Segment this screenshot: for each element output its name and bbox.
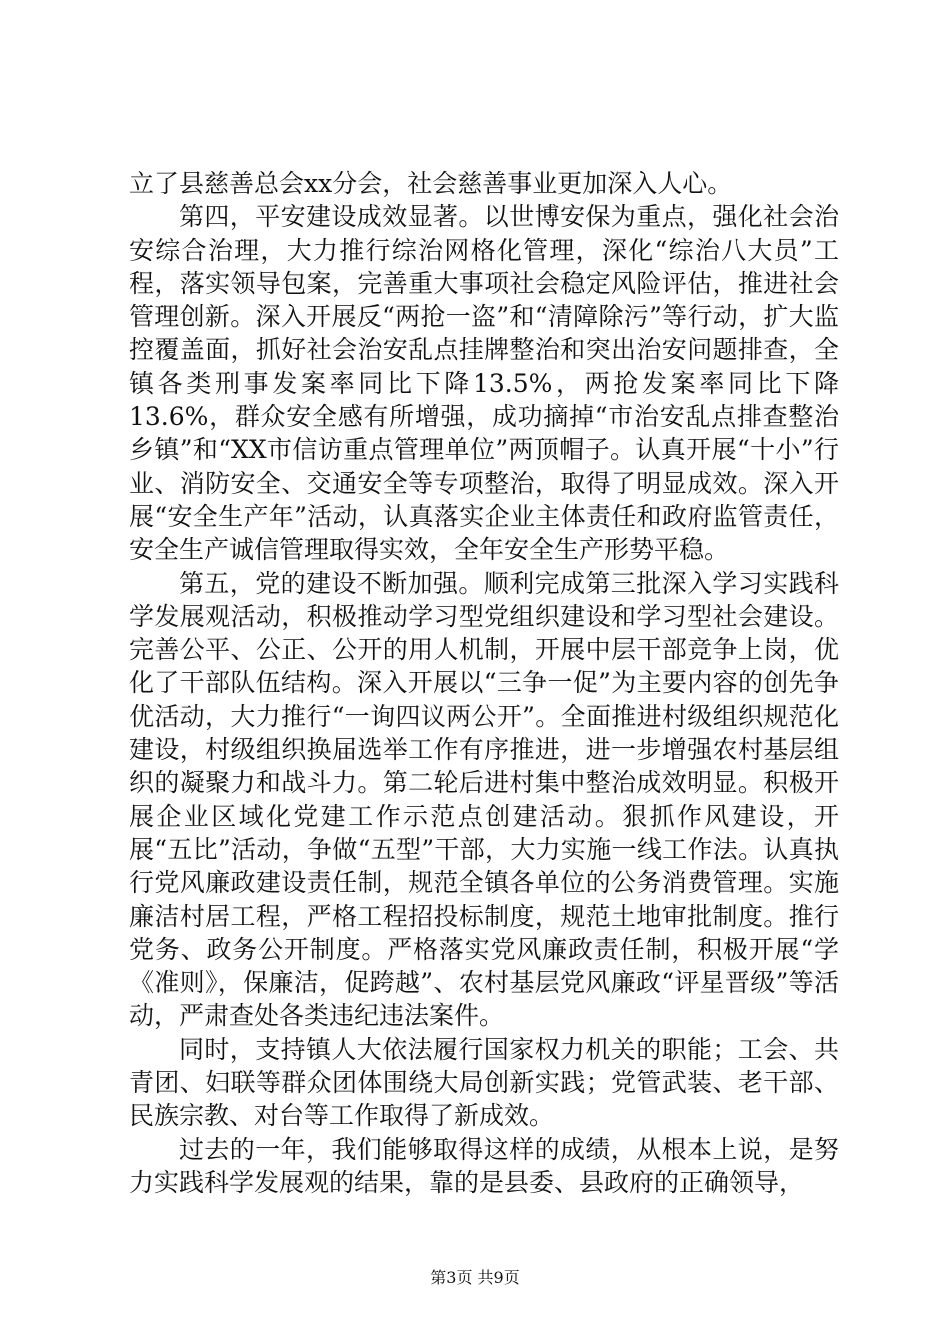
document-body — [129, 167, 839, 1199]
paragraph-continuation: 立了县慈善总会xx分会，社会慈善事业更加深入人心。 — [129, 169, 733, 198]
paragraph-party-building: 第五，党的建设不断加强。顺利完成第三批深入学习实践科学发展观活动，积极推动学习型党组织建设和学习型社会建设。完善公平、公正、公开的用人机制，开展中层干部竞争上岗，优化了干部队伍结构。深入开展以“三争一促”为主要内容的创先争优活动，大力推行“一询四议两公开”。全面推进村级组织规范化建设，村级组织换届选举工作有序推进，进一步增强农村基层组织的凝聚力和战斗力。第二轮后进村集中整治成效明显。积极开展企业区域化党建工作示范点创建活动。狠抓作风建设，开展“五比”活动，争做“五型”干部，大力实施一线工作法。认真执行党风廉政建设责任制，规范全镇各单位的公务消费管理。实施廉洁村居工程，严格工程招投标制度，规范土地审批制度。推行党务、政务公开制度。严格落实党风廉政责任制，积极开展“学《准则》，保廉洁，促跨越”、农村基层党风廉政“评星晋级”等活动，严肃查处各类违纪违法案件。 — [129, 568, 839, 1031]
paragraph-other-work: 同时，支持镇人大依法履行国家权力机关的职能；工会、共青团、妇联等群众团体围绕大局创新实践；党管武装、老干部、民族宗教、对台等工作取得了新成效。 — [129, 1034, 839, 1131]
paragraph-past-year-summary: 过去的一年，我们能够取得这样的成绩，从根本上说，是努力实践科学发展观的结果，靠的是县委、县政府的正确领导， — [129, 1134, 839, 1197]
page-footer: 第3页 共9页 — [430, 1268, 520, 1287]
paragraph-safety-construction: 第四，平安建设成效显著。以世博安保为重点，强化社会治安综合治理，大力推行综治网格化管理，深化“综治八大员”工程，落实领导包案，完善重大事项社会稳定风险评估，推进社会管理创新。深入开展反“两抢一盗”和“清障除污”等行动，扩大监控覆盖面，抓好社会治安乱点挂牌整治和突出治安问题排查，全镇各类刑事发案率同比下降13.5%，两抢发案率同比下降13.6%，群众安全感有所增强，成功摘掉“市治安乱点排查整治乡镇”和“XX市信访重点管理单位”两顶帽子。认真开展“十小”行业、消防安全、交通安全等专项整治，取得了明显成效。深入开展“安全生产年”活动，认真落实企业主体责任和政府监管责任，安全生产诚信管理取得实效，全年安全生产形势平稳。 — [129, 202, 839, 565]
